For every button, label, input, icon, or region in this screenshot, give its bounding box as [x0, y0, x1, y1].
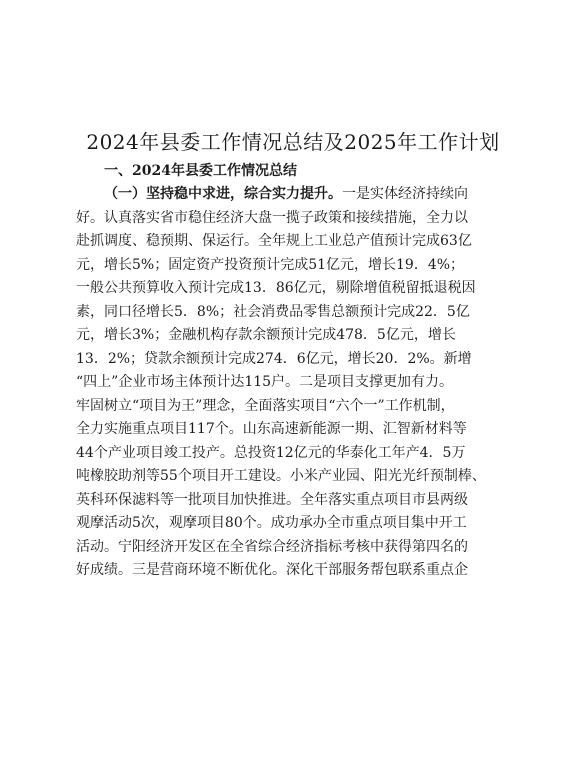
paragraph-line: 元，增长3%；金融机构存款余额预计完成478．5亿元，增长: [76, 327, 456, 343]
paragraph-line: 赴抓调度、稳预期、保运行。全年规上工业总产值预计完成63亿: [76, 233, 472, 249]
paragraph-line: 好。认真落实省市稳住经济大盘一揽子政策和接续措施，全力以: [76, 209, 468, 226]
body-paragraph: [76, 183, 516, 583]
paragraph-line: 素，同口径增长5．8%；社会消费品零售总额预计完成22．5亿: [76, 303, 470, 320]
section-heading: 一、2024年县委工作情况总结: [104, 163, 297, 179]
paragraph-line: 44个产业项目竣工投产。总投资12亿元的华泰化工年产4．5万: [76, 444, 466, 461]
paragraph-line: 全力实施重点项目117个。山东高速新能源一期、汇智新材料等: [76, 421, 467, 437]
paragraph-line-text: 一是实体经济持续向: [342, 186, 468, 202]
paragraph-line: 活动。宁阳经济开发区在全省综合经济指标考核中获得第四名的: [76, 538, 468, 555]
paragraph-line: [76, 183, 516, 207]
paragraph-line: 观摩活动5次，观摩项目80个。成功承办全市重点项目集中开工: [76, 515, 467, 531]
paragraph-line: 一般公共预算收入预计完成13．86亿元，剔除增值税留抵退税因: [76, 280, 476, 296]
paragraph-line: 元，增长5%；固定资产投资预计完成51亿元，增长19．4%；: [76, 256, 465, 273]
paragraph-line: “四上”企业市场主体预计达115户。二是项目支撑更加有力。: [76, 374, 454, 390]
paragraph-line: 好成绩。三是营商环境不断优化。深化干部服务帮包联系重点企: [76, 562, 468, 578]
document-title: 2024年县委工作情况总结及2025年工作计划: [86, 130, 500, 154]
paragraph-line: 牢固树立“项目为王”理念，全面落实项目“六个一”工作机制，: [76, 397, 455, 414]
paragraph-line: 吨橡胶助剂等55个项目开工建设。小米产业园、阳光光纤预制棒、: [76, 468, 486, 484]
paragraph-line: 13．2%；贷款余额预计完成274．6亿元，增长20．2%。新增: [76, 350, 472, 367]
paragraph-line: 英科环保滤料等一批项目加快推进。全年落实重点项目市县两级: [76, 491, 468, 508]
paragraph-lead: （一）坚持稳中求进，综合实力提升。: [104, 186, 342, 202]
